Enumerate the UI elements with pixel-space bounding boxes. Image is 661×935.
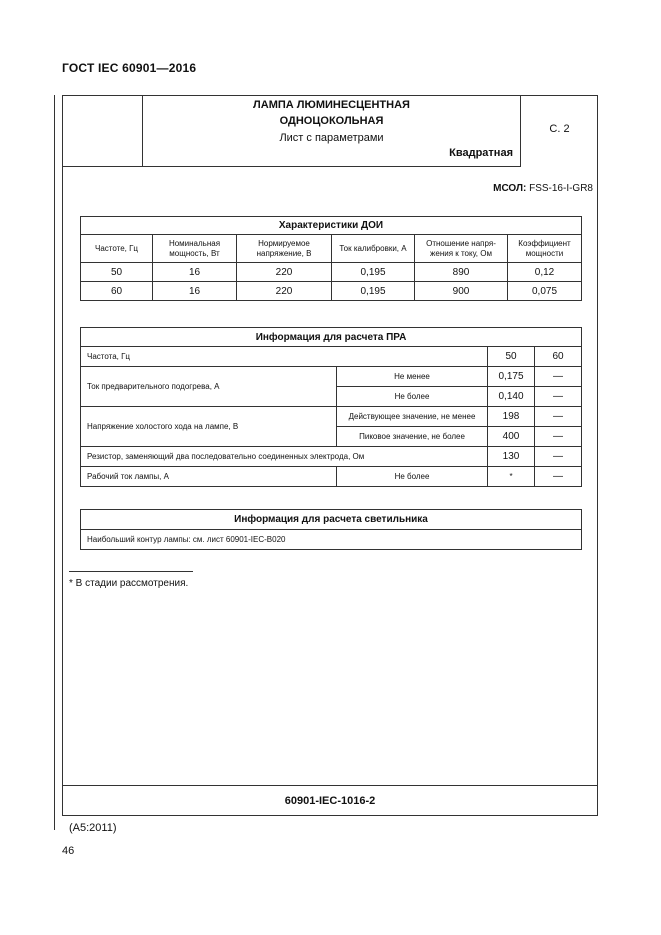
doi-cell: 16	[153, 282, 237, 301]
table-row	[81, 367, 582, 387]
table-row	[81, 263, 582, 282]
preheat-min-60: —	[535, 367, 582, 387]
amendment: (A5:2011)	[69, 822, 117, 834]
doi-cell: 220	[237, 282, 332, 301]
operating-current-label: Рабочий ток лампы, А	[81, 467, 337, 487]
preheat-max-60: —	[535, 387, 582, 407]
doi-header: Ток калибровки, А	[332, 235, 415, 263]
margin-line	[54, 95, 55, 830]
doi-header: Коэффициент мощности	[508, 235, 582, 263]
page-number: 46	[62, 845, 75, 857]
preheat-max-label: Не более	[337, 387, 488, 407]
doi-table	[80, 216, 582, 301]
doi-cell: 890	[415, 263, 508, 282]
title-block	[142, 95, 521, 167]
table-row	[81, 282, 582, 301]
ocv-rms-label: Действующее значение, не менее	[337, 407, 488, 427]
doi-header: Нормируемое напряжение, В	[237, 235, 332, 263]
standard-header: ГОСТ IEC 60901—2016	[62, 61, 197, 75]
doi-cell: 0,195	[332, 263, 415, 282]
table-row	[81, 447, 582, 467]
ocv-rms-50: 198	[488, 407, 535, 427]
operating-current-50: *	[488, 467, 535, 487]
footer-divider	[62, 785, 598, 786]
lamp-shape: Квадратная	[449, 147, 513, 159]
preheat-min-50: 0,175	[488, 367, 535, 387]
ocv-rms-60: —	[535, 407, 582, 427]
footnote-divider	[69, 571, 193, 572]
ocv-peak-50: 400	[488, 427, 535, 447]
mcol-label: МСОЛ:	[493, 183, 527, 194]
doi-cell: 60	[81, 282, 153, 301]
operating-current-60: —	[535, 467, 582, 487]
doi-header: Номинальная мощность, Вт	[153, 235, 237, 263]
footnote: * В стадии рассмотрения.	[69, 578, 189, 589]
doi-cell: 900	[415, 282, 508, 301]
title-line-2: ОДНОЦОКОЛЬНАЯ	[279, 115, 384, 127]
luminaire-row: Наибольший контур лампы: см. лист 60901-IEC-B020	[81, 530, 582, 550]
table-row	[81, 407, 582, 427]
preheat-label: Ток предварительного подогрева, А	[81, 367, 337, 407]
resistor-60: —	[535, 447, 582, 467]
table-row	[81, 347, 582, 367]
freq-50: 50	[488, 347, 535, 367]
doi-cell: 50	[81, 263, 153, 282]
doi-header: Отношение напря-жения к току, Ом	[415, 235, 508, 263]
pra-table	[80, 327, 582, 487]
ocv-label: Напряжение холостого хода на лампе, В	[81, 407, 337, 447]
doi-header: Частоте, Гц	[81, 235, 153, 263]
doi-cell: 0,075	[508, 282, 582, 301]
ocv-peak-60: —	[535, 427, 582, 447]
doi-caption: Характеристики ДОИ	[81, 217, 582, 235]
title-line-1: ЛАМПА ЛЮМИНЕСЦЕНТНАЯ	[253, 99, 410, 111]
title-line-3: Лист с параметрами	[279, 132, 384, 144]
doi-cell: 16	[153, 263, 237, 282]
ocv-peak-label: Пиковое значение, не более	[337, 427, 488, 447]
sheet-id: 60901-IEC-1016-2	[284, 795, 376, 807]
doi-cell: 0,195	[332, 282, 415, 301]
operating-current-cond: Не более	[337, 467, 488, 487]
resistor-50: 130	[488, 447, 535, 467]
mcol-designation	[493, 183, 593, 194]
pra-caption: Информация для расчета ПРА	[81, 328, 582, 347]
preheat-max-50: 0,140	[488, 387, 535, 407]
table-row	[81, 467, 582, 487]
freq-label: Частота, Гц	[81, 347, 488, 367]
doi-cell: 220	[237, 263, 332, 282]
preheat-min-label: Не менее	[337, 367, 488, 387]
freq-60: 60	[535, 347, 582, 367]
table-row	[81, 530, 582, 550]
luminaire-table	[80, 509, 582, 550]
mcol-value: FSS-16-I-GR8	[529, 183, 593, 194]
page-code: С. 2	[549, 123, 570, 135]
doi-cell: 0,12	[508, 263, 582, 282]
luminaire-caption: Информация для расчета светильника	[81, 510, 582, 530]
title-left-cell	[62, 95, 142, 167]
resistor-label: Резистор, заменяющий два последовательно соединенных электрода, Ом	[81, 447, 488, 467]
